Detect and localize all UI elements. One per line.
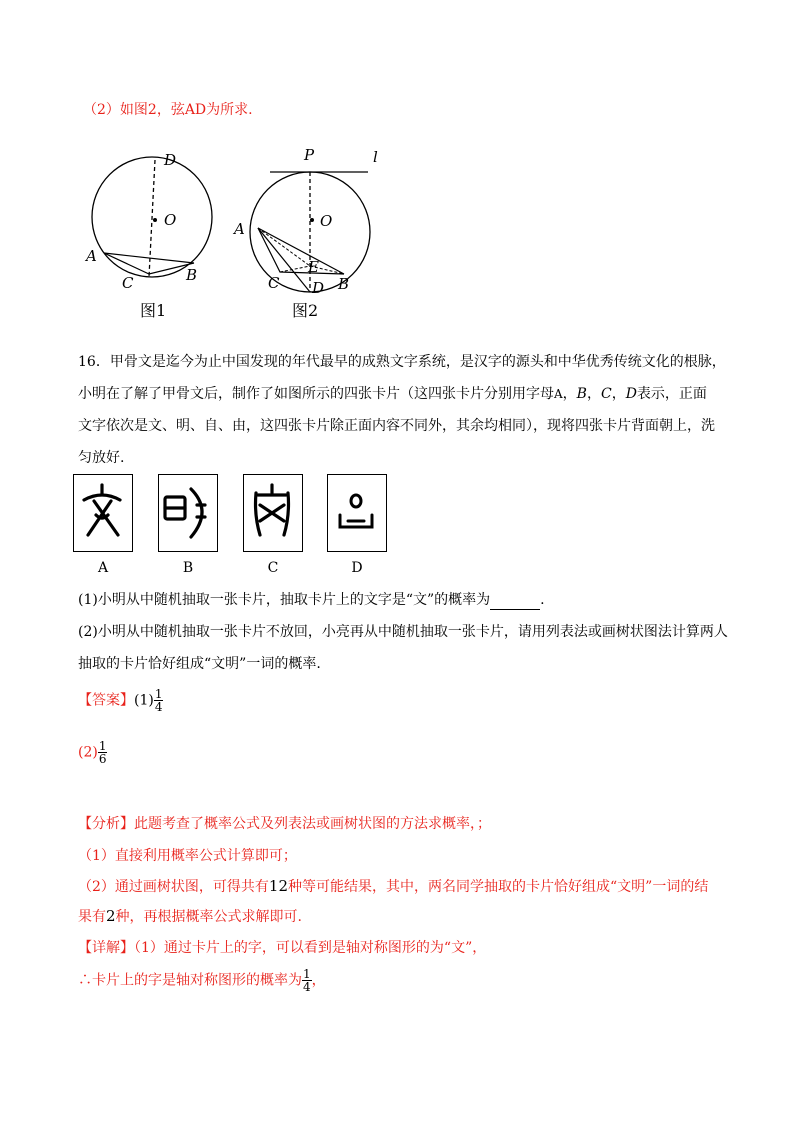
q16-letter-c: C <box>600 386 612 402</box>
figure2-label-l: l <box>373 148 378 166</box>
figure1-center-dot <box>153 218 157 222</box>
detail-line2-a: ∴卡片上的字是轴对称图形的概率为 <box>78 972 302 989</box>
figure2-label-o: O <box>320 212 333 230</box>
figure2-diagram <box>228 142 398 322</box>
q16-sub1 <box>78 590 545 610</box>
detail-line2 <box>78 968 326 993</box>
oracle-wen-icon <box>74 475 131 550</box>
q16-letter-b: B <box>576 386 587 402</box>
q16-letter-d: D <box>625 386 637 402</box>
analysis-line2: （1）直接利用概率公式计算即可； <box>78 848 297 864</box>
analysis-line3-a: （2）通过画树状图，可得共有 <box>78 879 269 895</box>
answer-p1-label: (1) <box>134 692 154 709</box>
answer-p1-den: 4 <box>154 700 163 714</box>
figure2-label-e: E <box>308 258 319 276</box>
detail-line2-b: ， <box>311 972 326 989</box>
q16-sub1-text: (1)小明从中随机抽取一张卡片，抽取卡片上的文字是“文”的概率为 <box>78 592 491 608</box>
detail-line1: 【详解】（1）通过卡片上的字，可以看到是轴对称图形的为“文”， <box>78 940 487 956</box>
figure1-chords <box>104 253 194 274</box>
oracle-zi-icon <box>244 475 301 550</box>
oracle-ming-icon <box>159 475 216 550</box>
card-d-label: D <box>351 560 363 576</box>
card-a <box>73 474 133 552</box>
detail-fraction-num: 1 <box>303 967 311 981</box>
figure1-label-o: O <box>164 211 177 229</box>
figure1-diagram <box>80 148 220 323</box>
analysis-line1: 【分析】此题考查了概率公式及列表法或画树状图的方法求概率，； <box>78 816 491 832</box>
q16-line2: 小明在了解了甲骨文后，制作了如图所示的四张卡片（这四张卡片分别用字母A，B，C，D表示，正面 <box>78 386 707 402</box>
figure2-caption: 图2 <box>292 301 319 320</box>
answer-part1 <box>78 688 163 713</box>
card-c <box>243 474 303 552</box>
figure2-dashed-ce <box>280 266 310 272</box>
analysis-line3-b: 种等可能结果，其中，两名同学抽取的卡片恰好组成“文明”一词的结 <box>288 879 709 895</box>
analysis-line4-a: 果有 <box>78 909 106 925</box>
q16-sub1-end: . <box>540 592 545 608</box>
analysis-line4 <box>78 906 302 927</box>
answer-p2-num: 1 <box>98 739 107 753</box>
figure1-chord-ab <box>104 253 194 263</box>
figure1-label-c: C <box>122 274 134 292</box>
figure1-caption: 图1 <box>140 301 167 320</box>
answer-p2-label: (2) <box>78 744 98 761</box>
oracle-you-icon <box>328 475 385 550</box>
analysis-count-favorable: 2 <box>106 907 116 925</box>
answer-p2-fraction <box>98 740 108 765</box>
answer-blank <box>490 595 540 610</box>
figure2-label-p: P <box>304 146 315 164</box>
figure2-chord-ab <box>258 228 344 274</box>
figure2-label-a: A <box>234 220 245 238</box>
q16-line2-a: 小明在了解了甲骨文后，制作了如图所示的四张卡片（这四张卡片分别用字母 <box>78 386 554 402</box>
q16-line1: 16．甲骨文是迄今为止中国发现的年代最早的成熟文字系统，是汉字的源头和中华优秀传统文化的根脉， <box>78 354 726 370</box>
answer-p2-den: 6 <box>98 752 107 766</box>
card-b-label: B <box>182 560 194 576</box>
q16-sub2-line2: 抽取的卡片恰好组成“文明”一词的概率. <box>78 656 321 672</box>
answer-tag: 【答案】 <box>78 692 134 709</box>
figure2-label-b: B <box>338 275 350 293</box>
card-d <box>327 474 387 552</box>
q16-line4: 匀放好. <box>78 450 125 466</box>
answer-part2 <box>78 740 107 765</box>
analysis-line3 <box>78 876 708 897</box>
figure2-label-d: D <box>312 279 325 297</box>
q16-line3: 文字依次是文、明、自、由，这四张卡片除正面内容不同外，其余均相同），现将四张卡片背面朝上，洗 <box>78 418 715 434</box>
analysis-count-total: 12 <box>268 877 289 895</box>
answer-p1-fraction <box>154 688 164 713</box>
q16-line2-b: 表示，正面 <box>636 386 707 402</box>
part2-line: （2）如图2，弦AD为所求. <box>83 102 253 118</box>
analysis-line4-b: 种，再根据概率公式求解即可. <box>115 909 302 925</box>
figure2-chord-ad <box>258 228 310 292</box>
card-c-label: C <box>267 560 279 576</box>
figure1-label-a: A <box>86 247 97 265</box>
answer-p1-num: 1 <box>154 687 163 701</box>
detail-fraction <box>302 968 312 993</box>
figure1-label-d: D <box>164 151 177 169</box>
q16-letter-a: A <box>554 387 563 401</box>
figure2-label-c: C <box>268 274 280 292</box>
card-b <box>158 474 218 552</box>
figure1-label-b: B <box>186 266 198 284</box>
card-a-label: A <box>97 560 109 576</box>
q16-sub2-line1: (2)小明从中随机抽取一张卡片不放回，小亮再从中随机抽取一张卡片，请用列表法或画树状图法计算两人 <box>78 624 728 640</box>
detail-fraction-den: 4 <box>303 980 311 994</box>
figure2-center-dot <box>310 218 314 222</box>
